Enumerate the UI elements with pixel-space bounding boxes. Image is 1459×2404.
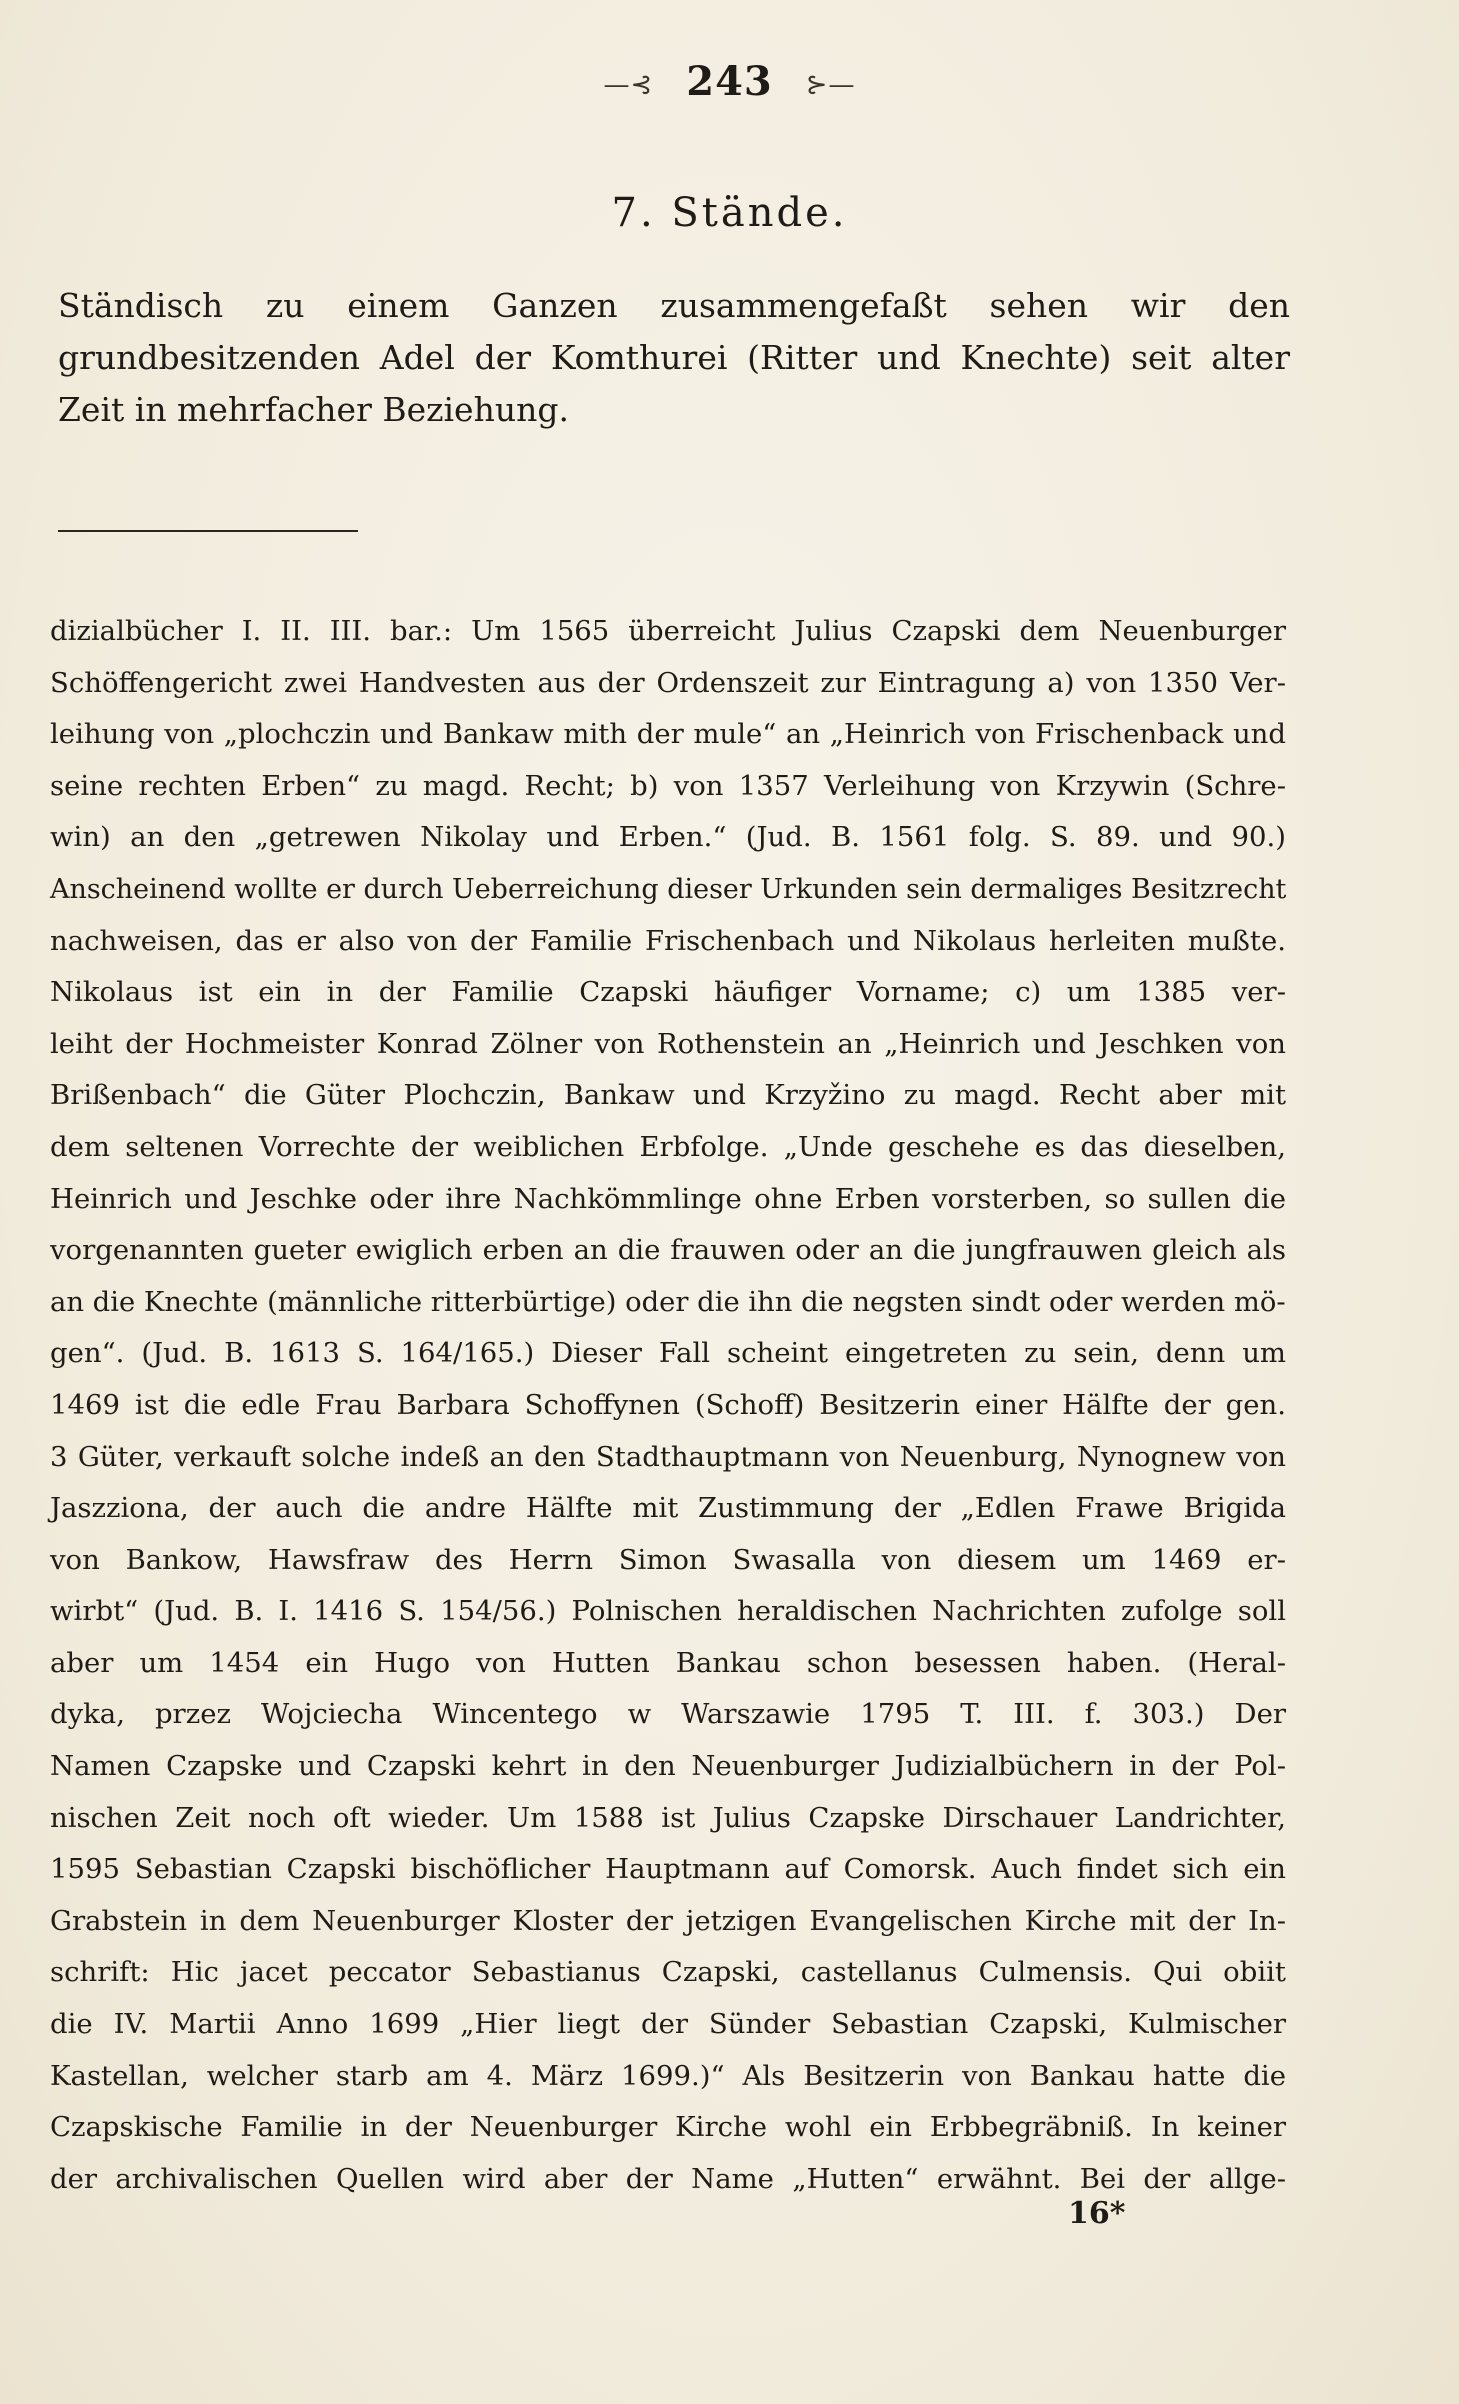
footnote-line: Jaszziona, der auch die andre Hälfte mit Zustimmung der „Edlen Frawe Brigida	[50, 1492, 1286, 1525]
footnote-line: Kastellan, welcher starb am 4. März 1699.)“ Als Besitzerin von Bankau hatte die	[50, 2059, 1286, 2092]
footnote-line: leihung von „plochczin und Bankaw mith der mule“ an „Heinrich von Frischenback und	[50, 718, 1286, 751]
footnote-line: der archivalischen Quellen wird aber der Name „Hutten“ erwähnt. Bei der allge-	[50, 2162, 1286, 2195]
page-number: 243	[686, 58, 773, 105]
footnote-line: vorgenannten gueter ewiglich erben an die frauwen oder an die jungfrauwen gleich als	[50, 1234, 1286, 1267]
footnote-line: dyka, przez Wojciecha Wincentego w Warszawie 1795 T. III. f. 303.) Der	[50, 1698, 1286, 1731]
footnote-line: dizialbücher I. II. III. bar.: Um 1565 überreicht Julius Czapski dem Neuenburger	[50, 615, 1286, 647]
footnote-line: Anscheinend wollte er durch Ueberreichung dieser Urkunden sein dermaliges Besitzrecht	[50, 872, 1287, 905]
footnote-line: Grabstein in dem Neuenburger Kloster der jetzigen Evangelischen Kirche mit der In-	[50, 1904, 1286, 1937]
footnote-separator-rule	[58, 530, 358, 532]
footnote-line: 1595 Sebastian Czapski bischöflicher Hauptmann auf Comorsk. Auch findet sich ein	[50, 1853, 1286, 1886]
footnote-line: die IV. Martii Anno 1699 „Hier liegt der Sünder Sebastian Czapski, Kulmischer	[50, 2008, 1286, 2041]
section-title: 7. Stände.	[611, 190, 848, 236]
footnote-line: von Bankow, Hawsfraw des Herrn Simon Swasalla von diesem um 1469 er-	[50, 1543, 1286, 1576]
footnote-line: Heinrich und Jeschke oder ihre Nachkömmlinge ohne Erben vorsterben, so sullen die	[50, 1182, 1286, 1215]
intro-paragraph: Ständisch zu einem Ganzen zusammengefaßt sehen wir den grundbesitzenden Adel der Komthurei (Ritter und Knechte) seit alter Zeit in mehrfacher Beziehung.	[58, 286, 1290, 429]
footnote-line: leiht der Hochmeister Konrad Zölner von Rothenstein an „Heinrich und Jeschken von	[50, 1027, 1286, 1060]
footnote-line: Brißenbach“ die Güter Plochczin, Bankaw und Krzyžino zu magd. Recht aber mit	[50, 1079, 1286, 1112]
header-ornament-left: —⊰	[603, 70, 654, 100]
footnote-line: seine rechten Erben“ zu magd. Recht; b) von 1357 Verleihung von Krzywin (Schre-	[50, 769, 1286, 802]
footnote-line: Czapskische Familie in der Neuenburger Kirche wohl ein Erbbegräbniß. In keiner	[50, 2111, 1286, 2144]
footnote-line: gen“. (Jud. B. 1613 S. 164/165.) Dieser Fall scheint eingetreten zu sein, denn um	[50, 1337, 1286, 1370]
footnote-block	[50, 606, 1286, 2205]
footnote-line: 1469 ist die edle Frau Barbara Schoffynen (Schoff) Besitzerin einer Hälfte der gen.	[50, 1388, 1286, 1421]
footnote-line: wirbt“ (Jud. B. I. 1416 S. 154/56.) Polnischen heraldischen Nachrichten zufolge soll	[50, 1595, 1286, 1628]
signature-mark: 16*	[1068, 2196, 1126, 2231]
footnote-line: nachweisen, das er also von der Familie Frischenbach und Nikolaus herleiten mußte.	[50, 924, 1286, 957]
footnote-line: schrift: Hic jacet peccator Sebastianus Czapski, castellanus Culmensis. Qui obiit	[50, 1956, 1286, 1989]
footnote-line: win) an den „getrewen Nikolay und Erben.“ (Jud. B. 1561 folg. S. 89. und 90.)	[50, 821, 1286, 854]
footnote-line: Nikolaus ist ein in der Familie Czapski häufiger Vorname; c) um 1385 ver-	[50, 976, 1286, 1009]
footnote-line: dem seltenen Vorrechte der weiblichen Erbfolge. „Unde geschehe es das dieselben,	[50, 1130, 1286, 1163]
footnote-line: 3 Güter, verkauft solche indeß an den Stadthauptmann von Neuenburg, Nynognew von	[50, 1440, 1286, 1473]
footnote-line: nischen Zeit noch oft wieder. Um 1588 ist Julius Czapske Dirschauer Landrichter,	[50, 1801, 1286, 1834]
footnote-line: Namen Czapske und Czapski kehrt in den Neuenburger Judizialbüchern in der Pol-	[50, 1750, 1286, 1783]
page-header	[0, 58, 1459, 105]
footnote-line: aber um 1454 ein Hugo von Hutten Bankau schon besessen haben. (Heral-	[50, 1646, 1286, 1679]
header-ornament-right: ⊱—	[805, 70, 856, 100]
footnote-line: Schöffengericht zwei Handvesten aus der Ordenszeit zur Eintragung a) von 1350 Ver-	[50, 666, 1286, 699]
footnote-line: an die Knechte (männliche ritterbürtige) oder die ihn die negsten sindt oder werden mö-	[50, 1285, 1286, 1318]
